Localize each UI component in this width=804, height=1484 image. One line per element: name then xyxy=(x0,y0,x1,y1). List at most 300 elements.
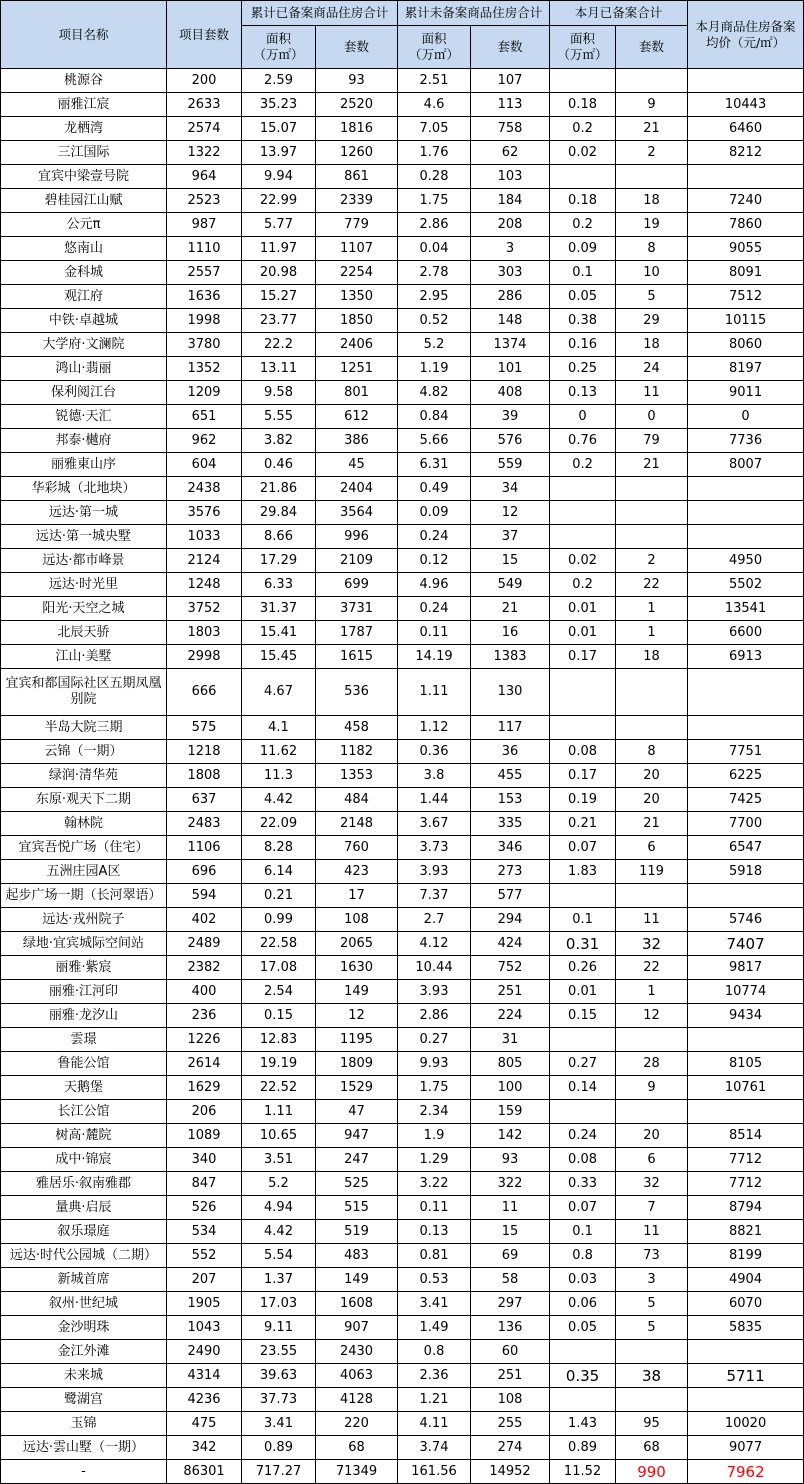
cum-count-cell: 760 xyxy=(316,836,398,860)
month-area-cell: 0.09 xyxy=(550,237,616,261)
table-row xyxy=(1,357,804,381)
cum-area-cell: 9.58 xyxy=(242,381,316,405)
units-cell: 534 xyxy=(167,1220,242,1244)
units-cell: 2574 xyxy=(167,117,242,141)
month-count-cell: 18 xyxy=(616,333,688,357)
month-count-cell: 11 xyxy=(616,908,688,932)
project-name-cell: 悠南山 xyxy=(1,237,167,261)
area-label: 面积 xyxy=(570,31,596,46)
cum-area-cell: 2.54 xyxy=(242,980,316,1004)
price-cell: 8212 xyxy=(688,141,804,165)
cum-area-cell: 1.11 xyxy=(242,1100,316,1124)
cum-area-cell: 0.46 xyxy=(242,453,316,477)
month-count-cell: 6 xyxy=(616,836,688,860)
project-name-cell: 远达·时代公园城（二期） xyxy=(1,1244,167,1268)
month-area-cell: 0.08 xyxy=(550,740,616,764)
price-cell: 5502 xyxy=(688,573,804,597)
units-cell: 1629 xyxy=(167,1076,242,1100)
units-cell: 1322 xyxy=(167,141,242,165)
price-cell: 10115 xyxy=(688,309,804,333)
price-cell: 7736 xyxy=(688,429,804,453)
units-cell: 2489 xyxy=(167,932,242,956)
cum-area-cell: 22.58 xyxy=(242,932,316,956)
month-count-cell: 5 xyxy=(616,285,688,309)
unfiled-count-cell: 286 xyxy=(471,285,550,309)
project-name-cell: 龙栖湾 xyxy=(1,117,167,141)
table-row xyxy=(1,573,804,597)
price-cell: 8197 xyxy=(688,357,804,381)
table-row xyxy=(1,429,804,453)
month-count-cell: 29 xyxy=(616,309,688,333)
price-cell: 9011 xyxy=(688,381,804,405)
price-cell: 5835 xyxy=(688,1316,804,1340)
month-area-cell: 0.01 xyxy=(550,621,616,645)
cum-count-cell: 515 xyxy=(316,1196,398,1220)
month-area-cell: 0.38 xyxy=(550,309,616,333)
month-count-cell: 28 xyxy=(616,1052,688,1076)
month-count-cell: 3 xyxy=(616,1268,688,1292)
units-cell: 987 xyxy=(167,213,242,237)
price-cell: 9434 xyxy=(688,1004,804,1028)
month-count-cell: 0 xyxy=(616,405,688,429)
header-area xyxy=(398,26,471,69)
cum-count-cell: 1630 xyxy=(316,956,398,980)
month-area-cell xyxy=(550,525,616,549)
month-area-cell xyxy=(550,477,616,501)
unfiled-area-cell: 1.44 xyxy=(398,788,471,812)
units-cell: 2438 xyxy=(167,477,242,501)
cum-count-cell: 68 xyxy=(316,1436,398,1460)
month-count-cell: 8 xyxy=(616,237,688,261)
month-count-cell: 12 xyxy=(616,1004,688,1028)
cum-count-cell: 1529 xyxy=(316,1076,398,1100)
unfiled-area-cell: 0.09 xyxy=(398,501,471,525)
project-name-cell: 鹭湖宫 xyxy=(1,1388,167,1412)
units-cell: 342 xyxy=(167,1436,242,1460)
price-cell: 5746 xyxy=(688,908,804,932)
unfiled-area-cell: 1.75 xyxy=(398,1076,471,1100)
month-area-cell: 0.05 xyxy=(550,285,616,309)
price-cell xyxy=(688,1028,804,1052)
units-cell: 475 xyxy=(167,1412,242,1436)
month-area-cell: 0.14 xyxy=(550,1076,616,1100)
cum-area-cell: 20.98 xyxy=(242,261,316,285)
price-cell xyxy=(688,1388,804,1412)
price-cell: 10761 xyxy=(688,1076,804,1100)
project-name-cell: 叙乐璟庭 xyxy=(1,1220,167,1244)
price-cell xyxy=(688,165,804,189)
cum-area-cell: 8.66 xyxy=(242,525,316,549)
cum-area-cell: 13.11 xyxy=(242,357,316,381)
month-count-cell: 9 xyxy=(616,1076,688,1100)
table-row xyxy=(1,117,804,141)
unfiled-area-cell: 2.78 xyxy=(398,261,471,285)
table-row xyxy=(1,1436,804,1460)
table-row xyxy=(1,812,804,836)
price-cell: 8514 xyxy=(688,1124,804,1148)
table-row xyxy=(1,525,804,549)
unfiled-count-cell: 148 xyxy=(471,309,550,333)
cum-area-cell: 15.27 xyxy=(242,285,316,309)
month-area-cell: 0.1 xyxy=(550,1220,616,1244)
cum-count-cell: 458 xyxy=(316,716,398,740)
table-row xyxy=(1,956,804,980)
cum-count-cell: 247 xyxy=(316,1148,398,1172)
units-cell: 1209 xyxy=(167,381,242,405)
cum-count-cell: 2520 xyxy=(316,93,398,117)
unfiled-count-cell: 101 xyxy=(471,357,550,381)
cum-count-cell: 2065 xyxy=(316,932,398,956)
price-cell: 7962 xyxy=(688,1460,804,1484)
price-cell: 6547 xyxy=(688,836,804,860)
unfiled-area-cell: 0.27 xyxy=(398,1028,471,1052)
month-count-cell: 20 xyxy=(616,788,688,812)
cum-area-cell: 0.21 xyxy=(242,884,316,908)
unfiled-count-cell: 14952 xyxy=(471,1460,550,1484)
table-row xyxy=(1,189,804,213)
cum-count-cell: 1850 xyxy=(316,309,398,333)
month-area-cell xyxy=(550,884,616,908)
cum-area-cell: 3.82 xyxy=(242,429,316,453)
month-count-cell: 11 xyxy=(616,1220,688,1244)
table-row xyxy=(1,453,804,477)
month-area-cell: 0.17 xyxy=(550,764,616,788)
unfiled-area-cell: 0.84 xyxy=(398,405,471,429)
cum-area-cell: 4.67 xyxy=(242,669,316,716)
unfiled-area-cell: 3.74 xyxy=(398,1436,471,1460)
units-cell: 526 xyxy=(167,1196,242,1220)
price-cell: 7240 xyxy=(688,189,804,213)
month-count-cell: 21 xyxy=(616,117,688,141)
project-name-cell: 远达·雲山墅（一期） xyxy=(1,1436,167,1460)
units-cell: 2124 xyxy=(167,549,242,573)
unfiled-area-cell: 0.49 xyxy=(398,477,471,501)
cum-area-cell: 717.27 xyxy=(242,1460,316,1484)
cum-area-cell: 11.62 xyxy=(242,740,316,764)
table-row xyxy=(1,1052,804,1076)
units-cell: 2523 xyxy=(167,189,242,213)
unfiled-area-cell: 0.11 xyxy=(398,1196,471,1220)
project-name-cell: 云锦（一期） xyxy=(1,740,167,764)
units-cell: 1905 xyxy=(167,1292,242,1316)
unfiled-count-cell: 100 xyxy=(471,1076,550,1100)
cum-count-cell: 2339 xyxy=(316,189,398,213)
project-name-cell: 五洲庄园A区 xyxy=(1,860,167,884)
project-name-cell: 邦泰·樾府 xyxy=(1,429,167,453)
unfiled-count-cell: 3 xyxy=(471,237,550,261)
units-cell: 2483 xyxy=(167,812,242,836)
cum-count-cell: 947 xyxy=(316,1124,398,1148)
cum-area-cell: 11.3 xyxy=(242,764,316,788)
project-name-cell: 叙州·世纪城 xyxy=(1,1292,167,1316)
month-area-cell: 0.16 xyxy=(550,333,616,357)
month-count-cell xyxy=(616,1100,688,1124)
price-cell: 7700 xyxy=(688,812,804,836)
month-area-cell xyxy=(550,1388,616,1412)
project-name-cell: 东原·观天下二期 xyxy=(1,788,167,812)
header-project-name: 项目名称 xyxy=(1,1,167,69)
price-cell: 7712 xyxy=(688,1148,804,1172)
month-count-cell xyxy=(616,69,688,93)
project-name-cell: 保利阅江台 xyxy=(1,381,167,405)
cum-area-cell: 12.83 xyxy=(242,1028,316,1052)
cum-count-cell: 220 xyxy=(316,1412,398,1436)
header-count: 套数 xyxy=(616,26,688,69)
project-name-cell: 华彩城（北地块） xyxy=(1,477,167,501)
project-name-cell: 绿地·宜宾城际空间站 xyxy=(1,932,167,956)
table-row xyxy=(1,213,804,237)
table-row xyxy=(1,141,804,165)
table-row xyxy=(1,932,804,956)
project-name-cell: 观江府 xyxy=(1,285,167,309)
month-count-cell: 18 xyxy=(616,645,688,669)
unfiled-count-cell: 37 xyxy=(471,525,550,549)
month-area-cell: 0.05 xyxy=(550,1316,616,1340)
project-name-cell: 远达·第一城央墅 xyxy=(1,525,167,549)
project-name-cell: 三江国际 xyxy=(1,141,167,165)
unfiled-count-cell: 117 xyxy=(471,716,550,740)
units-cell: 200 xyxy=(167,69,242,93)
month-count-cell: 19 xyxy=(616,213,688,237)
price-cell xyxy=(688,716,804,740)
table-row xyxy=(1,1124,804,1148)
price-cell xyxy=(688,69,804,93)
header-avg-price: 本月商品住房备案均价（元/㎡） xyxy=(688,1,804,69)
cum-area-cell: 0.15 xyxy=(242,1004,316,1028)
price-cell xyxy=(688,669,804,716)
unfiled-count-cell: 16 xyxy=(471,621,550,645)
table-row xyxy=(1,669,804,716)
cum-count-cell: 4063 xyxy=(316,1364,398,1388)
month-area-cell: 0.27 xyxy=(550,1052,616,1076)
month-count-cell xyxy=(616,1340,688,1364)
unfiled-count-cell: 559 xyxy=(471,453,550,477)
unfiled-count-cell: 11 xyxy=(471,1196,550,1220)
cum-area-cell: 37.73 xyxy=(242,1388,316,1412)
unfiled-count-cell: 93 xyxy=(471,1148,550,1172)
month-count-cell: 95 xyxy=(616,1412,688,1436)
table-row xyxy=(1,764,804,788)
unfiled-area-cell: 0.53 xyxy=(398,1268,471,1292)
cum-area-cell: 10.65 xyxy=(242,1124,316,1148)
price-cell: 8199 xyxy=(688,1244,804,1268)
price-cell: 0 xyxy=(688,405,804,429)
month-count-cell: 8 xyxy=(616,740,688,764)
month-count-cell xyxy=(616,525,688,549)
table-row xyxy=(1,860,804,884)
table-row xyxy=(1,788,804,812)
table-body xyxy=(1,69,804,1484)
month-count-cell: 79 xyxy=(616,429,688,453)
cum-count-cell: 1195 xyxy=(316,1028,398,1052)
unfiled-area-cell: 1.76 xyxy=(398,141,471,165)
table-row xyxy=(1,1076,804,1100)
units-cell: 206 xyxy=(167,1100,242,1124)
table-row xyxy=(1,405,804,429)
cum-area-cell: 39.63 xyxy=(242,1364,316,1388)
units-cell: 2614 xyxy=(167,1052,242,1076)
table-row xyxy=(1,980,804,1004)
unfiled-area-cell: 0.28 xyxy=(398,165,471,189)
month-area-cell xyxy=(550,716,616,740)
unfiled-count-cell: 36 xyxy=(471,740,550,764)
month-area-cell: 0.07 xyxy=(550,836,616,860)
units-cell: 594 xyxy=(167,884,242,908)
month-area-cell: 0.07 xyxy=(550,1196,616,1220)
unfiled-area-cell: 4.12 xyxy=(398,932,471,956)
cum-count-cell: 93 xyxy=(316,69,398,93)
month-count-cell: 73 xyxy=(616,1244,688,1268)
price-cell: 4950 xyxy=(688,549,804,573)
unfiled-count-cell: 12 xyxy=(471,501,550,525)
unfiled-count-cell: 752 xyxy=(471,956,550,980)
unfiled-area-cell: 0.04 xyxy=(398,237,471,261)
units-cell: 1033 xyxy=(167,525,242,549)
units-cell: 4236 xyxy=(167,1388,242,1412)
month-area-cell: 0.02 xyxy=(550,141,616,165)
header-area xyxy=(242,26,316,69)
header-area xyxy=(550,26,616,69)
table-row xyxy=(1,165,804,189)
cum-area-cell: 23.55 xyxy=(242,1340,316,1364)
month-count-cell xyxy=(616,477,688,501)
unfiled-count-cell: 224 xyxy=(471,1004,550,1028)
area-label: 面积 xyxy=(265,31,291,46)
cum-area-cell: 29.84 xyxy=(242,501,316,525)
cum-count-cell: 1787 xyxy=(316,621,398,645)
table-row xyxy=(1,1412,804,1436)
month-area-cell: 0.13 xyxy=(550,381,616,405)
unfiled-count-cell: 62 xyxy=(471,141,550,165)
month-count-cell: 6 xyxy=(616,1148,688,1172)
cum-area-cell: 35.23 xyxy=(242,93,316,117)
unfiled-area-cell: 0.52 xyxy=(398,309,471,333)
cum-area-cell: 0.99 xyxy=(242,908,316,932)
project-name-cell: 丽雅·龙汐山 xyxy=(1,1004,167,1028)
month-area-cell: 1.43 xyxy=(550,1412,616,1436)
table-row xyxy=(1,1388,804,1412)
month-area-cell: 11.52 xyxy=(550,1460,616,1484)
month-count-cell: 2 xyxy=(616,549,688,573)
unfiled-area-cell: 3.22 xyxy=(398,1172,471,1196)
area-unit: （万㎡） xyxy=(253,47,304,62)
units-cell: 400 xyxy=(167,980,242,1004)
unfiled-count-cell: 208 xyxy=(471,213,550,237)
unfiled-area-cell: 1.21 xyxy=(398,1388,471,1412)
project-name-cell: 宜宾和都国际社区五期凤凰别院 xyxy=(1,669,167,716)
unfiled-count-cell: 251 xyxy=(471,1364,550,1388)
cum-area-cell: 0.89 xyxy=(242,1436,316,1460)
project-name-cell: 鸿山·翡丽 xyxy=(1,357,167,381)
unfiled-count-cell: 577 xyxy=(471,884,550,908)
month-count-cell xyxy=(616,1028,688,1052)
cum-count-cell: 1251 xyxy=(316,357,398,381)
project-name-cell: 宜宾中梁壹号院 xyxy=(1,165,167,189)
month-area-cell: 0.33 xyxy=(550,1172,616,1196)
unfiled-count-cell: 251 xyxy=(471,980,550,1004)
price-cell: 8091 xyxy=(688,261,804,285)
unfiled-area-cell: 2.34 xyxy=(398,1100,471,1124)
unfiled-count-cell: 184 xyxy=(471,189,550,213)
table-row xyxy=(1,1340,804,1364)
units-cell: 696 xyxy=(167,860,242,884)
month-count-cell: 32 xyxy=(616,1172,688,1196)
month-count-cell: 1 xyxy=(616,621,688,645)
month-area-cell: 0.1 xyxy=(550,908,616,932)
project-name-cell: 远达·都市峰景 xyxy=(1,549,167,573)
month-area-cell: 0.35 xyxy=(550,1364,616,1388)
unfiled-count-cell: 107 xyxy=(471,69,550,93)
project-name-cell: 桃源谷 xyxy=(1,69,167,93)
units-cell: 4314 xyxy=(167,1364,242,1388)
cum-area-cell: 17.03 xyxy=(242,1292,316,1316)
cum-area-cell: 15.07 xyxy=(242,117,316,141)
cum-area-cell: 23.77 xyxy=(242,309,316,333)
unfiled-count-cell: 335 xyxy=(471,812,550,836)
table-row xyxy=(1,836,804,860)
project-name-cell: 鲁能公馆 xyxy=(1,1052,167,1076)
month-count-cell: 2 xyxy=(616,141,688,165)
table-row xyxy=(1,908,804,932)
area-unit: （万㎡） xyxy=(409,47,460,62)
table-row xyxy=(1,1244,804,1268)
month-area-cell: 0.2 xyxy=(550,117,616,141)
project-name-cell: 半岛大院三期 xyxy=(1,716,167,740)
units-cell: 1808 xyxy=(167,764,242,788)
cum-count-cell: 996 xyxy=(316,525,398,549)
cum-count-cell: 1260 xyxy=(316,141,398,165)
table-row xyxy=(1,597,804,621)
project-name-cell: 远达·第一城 xyxy=(1,501,167,525)
cum-count-cell: 861 xyxy=(316,165,398,189)
units-cell: 1089 xyxy=(167,1124,242,1148)
month-area-cell: 0.03 xyxy=(550,1268,616,1292)
unfiled-area-cell: 0.81 xyxy=(398,1244,471,1268)
unfiled-count-cell: 15 xyxy=(471,1220,550,1244)
cum-area-cell: 15.45 xyxy=(242,645,316,669)
cum-count-cell: 1350 xyxy=(316,285,398,309)
month-area-cell: 0.2 xyxy=(550,453,616,477)
project-name-cell: 翰林院 xyxy=(1,812,167,836)
month-area-cell: 0.1 xyxy=(550,261,616,285)
unfiled-count-cell: 136 xyxy=(471,1316,550,1340)
unfiled-count-cell: 1383 xyxy=(471,645,550,669)
unfiled-count-cell: 758 xyxy=(471,117,550,141)
cum-count-cell: 423 xyxy=(316,860,398,884)
cum-count-cell: 2148 xyxy=(316,812,398,836)
price-cell xyxy=(688,477,804,501)
unfiled-area-cell: 3.67 xyxy=(398,812,471,836)
month-count-cell: 21 xyxy=(616,453,688,477)
price-cell xyxy=(688,1340,804,1364)
cum-count-cell: 108 xyxy=(316,908,398,932)
cum-area-cell: 2.59 xyxy=(242,69,316,93)
table-row xyxy=(1,261,804,285)
unfiled-count-cell: 294 xyxy=(471,908,550,932)
project-name-cell: 锐德·天汇 xyxy=(1,405,167,429)
price-cell: 7425 xyxy=(688,788,804,812)
units-cell: 1110 xyxy=(167,237,242,261)
month-area-cell: 0.21 xyxy=(550,812,616,836)
price-cell: 7751 xyxy=(688,740,804,764)
month-count-cell: 7 xyxy=(616,1196,688,1220)
price-cell: 8794 xyxy=(688,1196,804,1220)
unfiled-count-cell: 113 xyxy=(471,93,550,117)
month-area-cell: 0.26 xyxy=(550,956,616,980)
project-name-cell: 阳光·天空之城 xyxy=(1,597,167,621)
cum-count-cell: 386 xyxy=(316,429,398,453)
units-cell: 340 xyxy=(167,1148,242,1172)
